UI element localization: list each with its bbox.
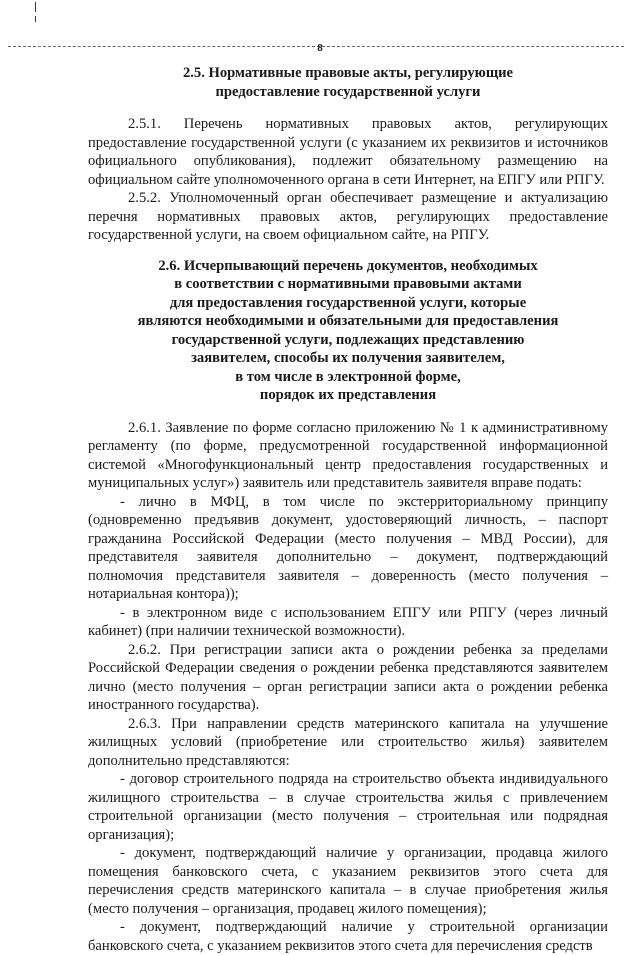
- heading-line: государственной услуги, подлежащих представлению: [171, 331, 525, 348]
- heading-line: порядок их представления: [259, 387, 437, 403]
- list-item: - лично в МФЦ, в том числе по экстерриториальному принципу (одновременно предъявив документ, удостоверяющий личность, – паспорт гражданина Российской Федерации (место получения – МВД России), для представителя заявителя дополнительно – документ, подтверждающий полномочия представителя заявителя – доверенность (место получения – нотариальная контора));: [88, 493, 608, 602]
- heading-line: являются необходимыми и обязательными для предоставления: [137, 313, 559, 329]
- page-number: 8: [317, 42, 323, 54]
- heading-line: для предоставления государственной услуги, которые: [169, 294, 527, 311]
- paragraph-2-5-2: 2.5.2. Уполномоченный орган обеспечивает размещение и актуализацию перечня нормативных правовых актов, регулирующих предоставление государственной услуги, на своем официальном сайте, на РПГУ.: [88, 190, 608, 243]
- heading-line: заявителем, способы их получения заявителем,: [191, 350, 505, 366]
- section-2-5-heading: [88, 64, 608, 101]
- paragraph-2-6-1: 2.6.1. Заявление по форме согласно приложению № 1 к административному регламенту (по форме, предусмотренной государственной информационной системой «Многофункциональный центр предоставления государственных и муниципальных услуг») заявитель или представитель заявителя вправе подать:: [88, 419, 608, 491]
- paragraph-2-6-3: 2.6.3. При направлении средств материнского капитала на улучшение жилищных условий (приобретение или строительство жилья) заявителем дополнительно представляются:: [88, 715, 608, 769]
- paragraph-2-5-1: 2.5.1. Перечень нормативных правовых актов, регулирующих предоставление государственной услуги (с указанием их реквизитов и источников официального опубликования), подлежит обязательному размещению на официальном сайте уполномоченного органа в сети Интернет, на ЕПГУ или РПГУ.: [88, 116, 608, 188]
- heading-line: в соответствии с нормативными правовыми актами: [174, 276, 522, 292]
- document-body: [88, 64, 608, 955]
- list-item: - договор строительного подряда на строительство объекта индивидуального жилищного строительства – в случае строительства жилья с привлечением строительной организации (место получения – строительная или подрядная организация);: [88, 771, 608, 843]
- paragraph-2-6-2: 2.6.2. При регистрации записи акта о рождении ребенка за пределами Российской Федерации сведения о рождении ребенка представляются заявителем лично (место получения – орган регистрации записи акта о рождении ребенка иностранного государства).: [88, 641, 608, 713]
- list-item: - документ, подтверждающий наличие у организации, продавца жилого помещения банковского счета, с указанием реквизитов этого счета для перечисления средств материнского капитала – в случае приобретения жилья (место получения – организация, продавец жилого помещения);: [88, 845, 608, 917]
- list-item: - документ, подтверждающий наличие у строительной организации банковского счета, с указанием реквизитов этого счета для перечисления средств: [88, 919, 608, 954]
- heading-line: 2.5. Нормативные правовые акты, регулирующие: [182, 65, 514, 81]
- heading-line: в том числе в электронной форме,: [235, 368, 461, 385]
- section-2-6-heading: [88, 257, 608, 405]
- heading-line: 2.6. Исчерпывающий перечень документов, необходимых: [158, 257, 538, 274]
- list-item: - в электронном виде с использованием ЕПГУ или РПГУ (через личный кабинет) (при наличии технической возможности).: [88, 604, 608, 639]
- heading-line: предоставление государственной услуги: [215, 83, 481, 100]
